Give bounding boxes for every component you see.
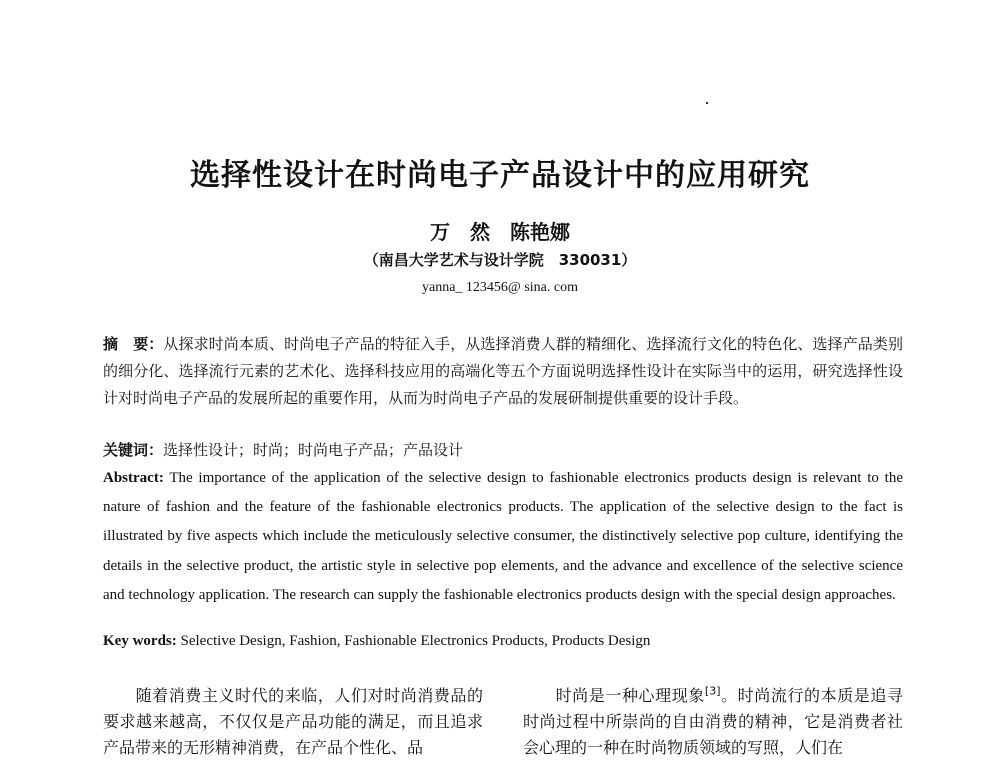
keywords-cn-label: 关键词： bbox=[103, 441, 164, 459]
keywords-chinese bbox=[103, 438, 903, 462]
authors: 万 然 陈艳娜 bbox=[430, 220, 570, 244]
body-right-text-after: 。时尚流行的本质是追寻时尚过程中所崇尚的自由消费的精神，它是消费者社会心理的一种在时尚物质领域的写照，人们在 bbox=[523, 686, 903, 757]
abstract-chinese bbox=[103, 331, 903, 412]
author-email: yanna_ 123456@ sina. com bbox=[422, 280, 578, 295]
abstract-cn-label: 摘 要： bbox=[103, 335, 164, 353]
affiliation: （南昌大学艺术与设计学院 330031） bbox=[363, 251, 637, 269]
abstract-en-text: The importance of the application of the selective design to fashionable electronics products design is relevant to the nature of fashion and the feature of the fashionable electronics products. The application of the selective design to the fact is illustrated by five aspects which include the meticulously selective consumer, the distinctively selective pop culture, identifying the details in the selective product, the artistic style in selective pop elements, and the advance and excellence of the selective science and technology application. The research can supply the fashionable electronics products design with the special design approaches. bbox=[103, 470, 903, 603]
abstract-cn-text: 从探求时尚本质、时尚电子产品的特征入手，从选择消费人群的精细化、选择流行文化的特色化、选择产品类别的细分化、选择流行元素的艺术化、选择科技应用的高端化等五个方面说明选择性设计在实际当中的运用，研究选择性设计对时尚电子产品的发展所起的重要作用，从而为时尚电子产品的发展研制提供重要的设计手段。 bbox=[103, 335, 903, 407]
scan-speck bbox=[706, 102, 708, 104]
abstract-en-label: Abstract: bbox=[103, 470, 164, 486]
body-column-left bbox=[103, 683, 483, 761]
citation-reference[interactable]: [3] bbox=[704, 684, 721, 698]
keywords-cn-text: 选择性设计；时尚；时尚电子产品；产品设计 bbox=[163, 441, 464, 459]
keywords-en-label: Key words: bbox=[103, 633, 177, 649]
body-right-text-before: 时尚是一种心理现象 bbox=[555, 686, 705, 705]
body-column-right bbox=[523, 683, 903, 761]
keywords-english bbox=[103, 629, 903, 653]
paper-title: 选择性设计在时尚电子产品设计中的应用研究 bbox=[190, 158, 810, 193]
body-left-text: 随着消费主义时代的来临，人们对时尚消费品的要求越来越高，不仅仅是产品功能的满足，而且追求产品带来的无形精神消费，在产品个性化、品 bbox=[103, 686, 483, 757]
abstract-english bbox=[103, 464, 903, 610]
keywords-en-text: Selective Design, Fashion, Fashionable Electronics Products, Products Design bbox=[176, 633, 651, 649]
